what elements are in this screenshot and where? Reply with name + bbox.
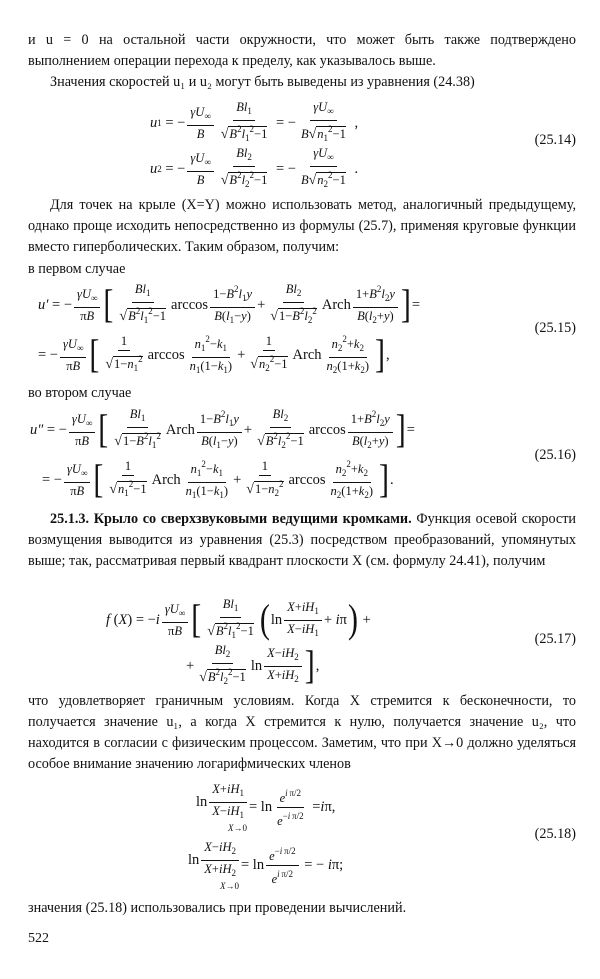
section-heading: 25.1.3. Крыло со сверхзвуковыми ведущими кромками. xyxy=(50,511,412,527)
equation-25-18: ln $\frac{X+iH_1}{X-iH_1}$ X→0 = ln $\frac{e^{i \pi/2}}{e^{-i \pi/2}}$ = i π, ln $\frac{X-iH_2}{X+iH_2}$ X→0 = ln $\frac{e^{-i \pi/2}}{e^{i \pi/2}}$ = − i π; (25.18) xyxy=(188,782,576,891)
paragraph-first-case: в первом случае xyxy=(28,261,126,277)
paragraph-second-case: во втором случае xyxy=(28,385,132,401)
page-number: 522 xyxy=(28,931,49,946)
paragraph-final: значения (25.18) использовались при проведении вычислений. xyxy=(28,900,407,916)
equation-25-14: u 1 = − $\frac{\gamma U_\infty}{B}$ $\frac{Bl_1}{√B^2l_1^2-1}$ = − $\frac{\gamma U_\infty}{B√n_1^2-1}$ , u 2 = − $\frac{\gamma U_\infty}{B}$ $\frac{Bl_2}{√B^2l_2^2-1}$ = − $\frac{\gamma U_\infty}{B√n_2^2-1}$ . (25.14) xyxy=(150,100,576,189)
paragraph-section-25-1-3 xyxy=(28,509,576,572)
section-body: Функция осевой скорости возмущения выводится из уравнения (25.3) посредством преобразований, упомянутых выше; так, рассматривая первый квадрант плоскости X (см. формулу 24.41), получим xyxy=(28,511,576,569)
equation-number: (25.15) xyxy=(534,320,576,336)
equation-number: (25.14) xyxy=(534,132,576,148)
paragraph-velocity-values: Значения скоростей u₁ и u₂ могут быть выведены из уравнения (24.38) xyxy=(50,74,475,90)
paragraph-boundary-conditions: что удовлетворяет граничным условиям. Когда X стремится к бесконечности, то получается значение u₁, а когда X стремится к нулю, получается значение u₂, что находится в согласии с физическим процессом. Заметим, что при X→0 должно уделяться особое внимание значению логарифмических членов xyxy=(28,693,576,772)
paragraph-continuation: и u = 0 на остальной части окружности, что может быть также подтверждено выполнением операции перехода к пределу, как указывалось выше. xyxy=(28,32,576,69)
equation-25-16: u″ = − $\frac{\gamma U_\infty}{\pi B}$ [ $\frac{Bl_1}{√1-B^2l_1^2}$ Arch $\frac{1-B^2l_1y}{B(l_1-y)}$ + $\frac{Bl_2}{√B^2l_2^2-1}$ arccos $\frac{1+B^2l_2y}{B(l_2+y)}$ ] = = − $\frac{\gamma U_\infty}{\pi B}$ [ $\frac{1}{√n_1^2-1}$ Arch $\frac{n_1^2-k_1}{n_1(1-k_1)}$ + $\frac{1}{√1-n_2^2}$ arccos $\frac{n_2^2+k_2}{n_2(1+k_2)}$ ] . (25.16) xyxy=(30,407,576,502)
equation-number: (25.17) xyxy=(534,631,576,647)
equation-number: (25.18) xyxy=(534,826,576,842)
equation-25-17: f ( X ) = − i $\frac{\gamma U_\infty}{\pi B}$ [ $\frac{Bl_1}{√B^2l_1^2-1}$ ( ln $\frac{X+iH_1}{X-iH_1}$ + i π ) + + $\frac{Bl_2}{√B^2l_2^2-1}$ ln $\frac{X-iH_2}{X+iH_2}$ ] , (25.17) xyxy=(106,597,576,688)
equation-25-15: u′ = − $\frac{\gamma U_\infty}{\pi B}$ [ $\frac{Bl_1}{√B^2l_1^2-1}$ arccos $\frac{1-B^2l_1y}{B(l_1-y)}$ + $\frac{Bl_2}{√1-B^2l_2^2}$ Arch $\frac{1+B^2l_2y}{B(l_2+y)}$ ] = = − $\frac{\gamma U_\infty}{\pi B}$ [ $\frac{1}{√1-n_1^2}$ arccos $\frac{n_1^2-k_1}{n_1(1-k_1)}$ + $\frac{1}{√n_2^2-1}$ Arch $\frac{n_2^2+k_2}{n_2(1+k_2)}$ ] , (25.15) xyxy=(38,282,576,377)
paragraph-wing-points: Для точек на крыле (X=Y) можно использовать метод, аналогичный предыдущему, однако проще исходить непосредственно из формулы (25.7), применяя круговые функции вместо гиперболических. Таким образом, получим: xyxy=(28,197,576,255)
equation-number: (25.16) xyxy=(534,447,576,463)
